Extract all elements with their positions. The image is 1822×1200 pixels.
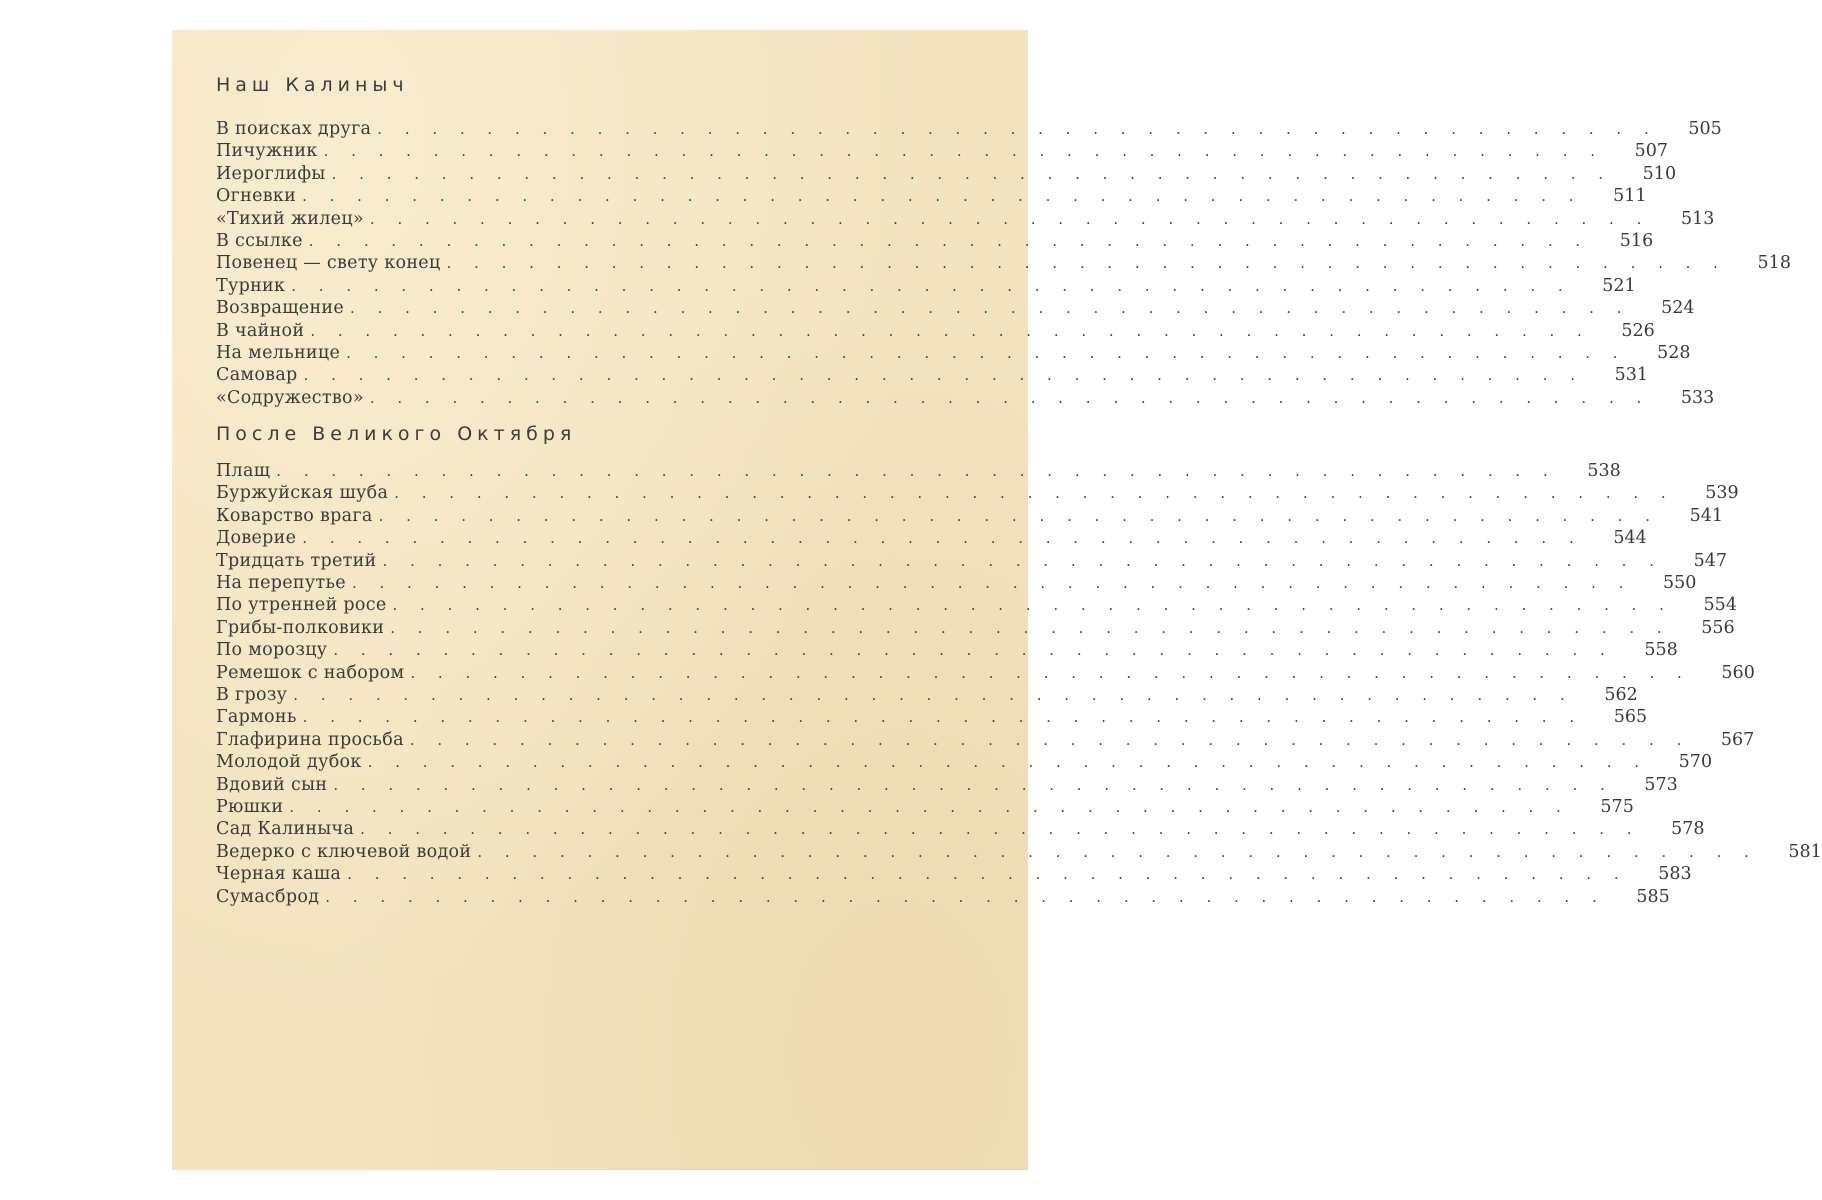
toc-entry-title: Вдовий сын: [216, 774, 328, 795]
dot-leader: . . . . . . . . . . . . . . . . . . . . . . . . . . . . . . . . . . . . . . . . . . . . . . .: [347, 865, 1628, 884]
section-title: Наш Калиныч: [216, 74, 409, 96]
toc-entry-page: 570: [1678, 752, 1713, 773]
toc-entry-title: Пичужник: [216, 141, 318, 162]
dot-leader: . . . . . . . . . . . . . . . . . . . . . . . . . . . . . . . . . . . . . . . . . . . . . . .: [323, 142, 1604, 161]
toc-entry-title: «Тихий жилец»: [216, 208, 364, 229]
section-title: После Великого Октября: [216, 423, 577, 446]
toc-entry-title: В ссылке: [216, 230, 303, 251]
toc-entry-page: 533: [1680, 387, 1715, 408]
toc-entry-page: 544: [1613, 528, 1647, 549]
toc-entry: [216, 886, 1670, 908]
toc-entry-page: 550: [1663, 573, 1697, 594]
toc-entry-title: Иероглифы: [216, 163, 326, 184]
toc-entry: [216, 118, 1722, 140]
toc-list: [216, 460, 1822, 908]
dot-leader: . . . . . . . . . . . . . . . . . . . . . . . . . . . . . . . . . . . . . . . . . . . . . . .: [351, 574, 1633, 593]
toc-entry: [216, 185, 1647, 207]
toc-entry: [216, 230, 1654, 252]
dot-leader: . . . . . . . . . . . . . . . . . . . . . . . . . . . . . . . . . . . . . . . . . . . . . . .: [293, 685, 1574, 704]
toc-entry: [216, 774, 1678, 796]
toc-entry-page: 554: [1703, 595, 1737, 616]
toc-entry-title: Турник: [216, 275, 286, 296]
toc-entry: [216, 364, 1648, 386]
toc-entry-title: Ремешок с набором: [216, 662, 405, 683]
toc-entry: [216, 297, 1695, 319]
toc-entry-page: 516: [1619, 230, 1654, 251]
toc-entry: [216, 550, 1727, 572]
dot-leader: . . . . . . . . . . . . . . . . . . . . . . . . . . . . . . . . . . . . . . . . . . . . . . .: [302, 708, 1584, 727]
toc-entry: [216, 320, 1655, 342]
toc-entry-title: В поисках друга: [216, 119, 372, 139]
toc-entry-title: Огневки: [216, 186, 297, 207]
toc-entry: [216, 594, 1737, 616]
toc-entry-title: Сад Калиныча: [216, 819, 355, 840]
dot-leader: . . . . . . . . . . . . . . . . . . . . . . . . . . . . . . . . . . . . . . . . . . . . . . .: [289, 797, 1570, 816]
dot-leader: . . . . . . . . . . . . . . . . . . . . . . . . . . . . . . . . . . . . . . . . . . . . . . .: [369, 209, 1651, 228]
toc-entry: [216, 342, 1691, 364]
dot-leader: . . . . . . . . . . . . . . . . . . . . . . . . . . . . . . . . . . . . . . . . . . . . . . .: [409, 730, 1691, 749]
dot-leader: . . . . . . . . . . . . . . . . . . . . . . . . . . . . . . . . . . . . . . . . . . . . . . .: [410, 663, 1691, 682]
toc-entry-page: 573: [1644, 774, 1678, 795]
toc-entry-page: 567: [1720, 729, 1755, 750]
dot-leader: . . . . . . . . . . . . . . . . . . . . . . . . . . . . . . . . . . . . . . . . . . . . . . .: [308, 231, 1590, 250]
toc-entry-page: 538: [1587, 461, 1621, 482]
dot-leader: . . . . . . . . . . . . . . . . . . . . . . . . . . . . . . . . . . . . . . . . . . . . . . .: [446, 254, 1727, 273]
toc-entry: [216, 662, 1755, 684]
toc-entry-page: 565: [1613, 707, 1648, 728]
toc-entry: [216, 863, 1692, 885]
toc-entry: [216, 482, 1739, 504]
toc-entry-page: 541: [1689, 505, 1724, 526]
toc-entry-page: 562: [1604, 684, 1638, 705]
dot-leader: . . . . . . . . . . . . . . . . . . . . . . . . . . . . . . . . . . . . . . . . . . . . . . .: [291, 276, 1572, 295]
toc-list: [216, 118, 1791, 409]
toc-entry-page: 539: [1705, 483, 1739, 504]
toc-entry-title: На перепутье: [216, 573, 346, 594]
toc-entry-title: Тридцать третий: [216, 550, 377, 571]
toc-entry-page: 511: [1613, 186, 1647, 207]
toc-entry-title: Коварство врага: [216, 505, 373, 526]
toc-entry-title: В грозу: [216, 684, 288, 705]
toc-entry-title: По морозцу: [216, 640, 328, 661]
toc-entry: [216, 505, 1724, 527]
toc-entry: [216, 140, 1668, 162]
dot-leader: . . . . . . . . . . . . . . . . . . . . . . . . . . . . . . . . . . . . . . . . . . . . . . .: [377, 120, 1658, 138]
toc-entry-title: Сумасброд: [216, 886, 320, 907]
dot-leader: . . . . . . . . . . . . . . . . . . . . . . . . . . . . . . . . . . . . . . . . . . . . . . .: [331, 164, 1613, 183]
dot-leader: . . . . . . . . . . . . . . . . . . . . . . . . . . . . . . . . . . . . . . . . . . . . . . .: [310, 321, 1591, 340]
toc-entry-page: 585: [1636, 886, 1670, 907]
dot-leader: . . . . . . . . . . . . . . . . . . . . . . . . . . . . . . . . . . . . . . . . . . . . . . .: [333, 641, 1614, 660]
dot-leader: . . . . . . . . . . . . . . . . . . . . . . . . . . . . . . . . . . . . . . . . . . . . . . .: [350, 299, 1631, 318]
toc-entry-title: Гармонь: [216, 707, 297, 728]
book-page: [172, 30, 1822, 1170]
toc-entry-page: 547: [1693, 550, 1727, 571]
toc-entry: [216, 617, 1735, 639]
toc-entry-page: 526: [1621, 320, 1655, 341]
toc-entry-title: «Содружество»: [216, 387, 364, 408]
toc-entry-page: 575: [1600, 796, 1634, 817]
table-of-contents: [216, 72, 1822, 908]
dot-leader: . . . . . . . . . . . . . . . . . . . . . . . . . . . . . . . . . . . . . . . . . . . . . . .: [477, 842, 1758, 861]
toc-entry-title: Возвращение: [216, 298, 345, 319]
toc-entry: [216, 684, 1638, 706]
toc-entry: [216, 572, 1697, 594]
toc-entry: [216, 818, 1705, 840]
dot-leader: . . . . . . . . . . . . . . . . . . . . . . . . . . . . . . . . . . . . . . . . . . . . . . .: [333, 775, 1614, 794]
toc-entry-title: Рюшки: [216, 796, 284, 817]
toc-entry: [216, 639, 1678, 661]
toc-entry: [216, 527, 1647, 549]
toc-entry: [216, 163, 1677, 185]
toc-entry-title: Молодой дубок: [216, 752, 362, 773]
toc-entry: [216, 252, 1791, 274]
dot-leader: . . . . . . . . . . . . . . . . . . . . . . . . . . . . . . . . . . . . . . . . . . . . . . .: [325, 887, 1606, 906]
toc-entry-title: Плащ: [216, 461, 271, 482]
toc-entry: [216, 706, 1648, 728]
toc-entry-title: Черная каша: [216, 864, 342, 885]
dot-leader: . . . . . . . . . . . . . . . . . . . . . . . . . . . . . . . . . . . . . . . . . . . . . . .: [302, 529, 1583, 548]
toc-entry-page: 507: [1634, 141, 1668, 162]
toc-entry: [216, 841, 1822, 863]
toc-entry-title: Повенец — свету конец: [216, 253, 441, 274]
dot-leader: . . . . . . . . . . . . . . . . . . . . . . . . . . . . . . . . . . . . . . . . . . . . . . .: [382, 551, 1663, 570]
toc-entry-title: Грибы-полковики: [216, 617, 385, 638]
dot-leader: . . . . . . . . . . . . . . . . . . . . . . . . . . . . . . . . . . . . . . . . . . . . . . .: [302, 187, 1583, 206]
toc-entry-title: По утренней росе: [216, 595, 387, 616]
toc-entry-page: 518: [1757, 253, 1791, 274]
toc-entry-title: В чайной: [216, 320, 305, 341]
toc-entry-page: 524: [1661, 298, 1695, 319]
toc-entry-title: На мельнице: [216, 342, 341, 363]
dot-leader: . . . . . . . . . . . . . . . . . . . . . . . . . . . . . . . . . . . . . . . . . . . . . . .: [276, 462, 1557, 481]
toc-entry-page: 556: [1701, 617, 1735, 638]
dot-leader: . . . . . . . . . . . . . . . . . . . . . . . . . . . . . . . . . . . . . . . . . . . . . . .: [367, 753, 1649, 772]
toc-entry-page: 505: [1688, 119, 1722, 139]
toc-entry: [216, 275, 1636, 297]
toc-entry-title: Буржуйская шуба: [216, 483, 389, 504]
dot-leader: . . . . . . . . . . . . . . . . . . . . . . . . . . . . . . . . . . . . . . . . . . . . . . .: [369, 388, 1651, 407]
dot-leader: . . . . . . . . . . . . . . . . . . . . . . . . . . . . . . . . . . . . . . . . . . . . . . .: [303, 366, 1584, 385]
toc-entry-page: 528: [1657, 342, 1691, 363]
toc-entry-page: 583: [1658, 864, 1692, 885]
toc-entry: [216, 729, 1755, 751]
toc-entry: [216, 460, 1621, 482]
toc-entry: [216, 387, 1715, 409]
toc-entry-page: 531: [1614, 365, 1648, 386]
toc-entry: [216, 751, 1713, 773]
dot-leader: . . . . . . . . . . . . . . . . . . . . . . . . . . . . . . . . . . . . . . . . . . . . . . .: [360, 820, 1641, 839]
toc-entry-title: Доверие: [216, 528, 297, 549]
toc-entry-title: Ведерко с ключевой водой: [216, 841, 472, 862]
dot-leader: . . . . . . . . . . . . . . . . . . . . . . . . . . . . . . . . . . . . . . . . . . . . . . .: [378, 506, 1660, 525]
toc-entry-page: 560: [1721, 662, 1755, 683]
dot-leader: . . . . . . . . . . . . . . . . . . . . . . . . . . . . . . . . . . . . . . . . . . . . . . .: [390, 618, 1671, 637]
toc-entry-page: 558: [1644, 640, 1678, 661]
toc-entry: [216, 796, 1634, 818]
dot-leader: . . . . . . . . . . . . . . . . . . . . . . . . . . . . . . . . . . . . . . . . . . . . . . .: [346, 343, 1627, 362]
toc-entry: [216, 208, 1715, 230]
toc-entry-page: 521: [1602, 275, 1636, 296]
toc-entry-page: 510: [1642, 163, 1677, 184]
toc-entry-page: 513: [1680, 208, 1715, 229]
toc-entry-page: 578: [1671, 819, 1705, 840]
toc-entry-title: Глафирина просьба: [216, 729, 404, 750]
dot-leader: . . . . . . . . . . . . . . . . . . . . . . . . . . . . . . . . . . . . . . . . . . . . . . .: [394, 484, 1675, 503]
toc-entry-title: Самовар: [216, 365, 298, 386]
toc-entry-page: 581: [1788, 841, 1822, 862]
dot-leader: . . . . . . . . . . . . . . . . . . . . . . . . . . . . . . . . . . . . . . . . . . . . . . .: [392, 596, 1673, 615]
